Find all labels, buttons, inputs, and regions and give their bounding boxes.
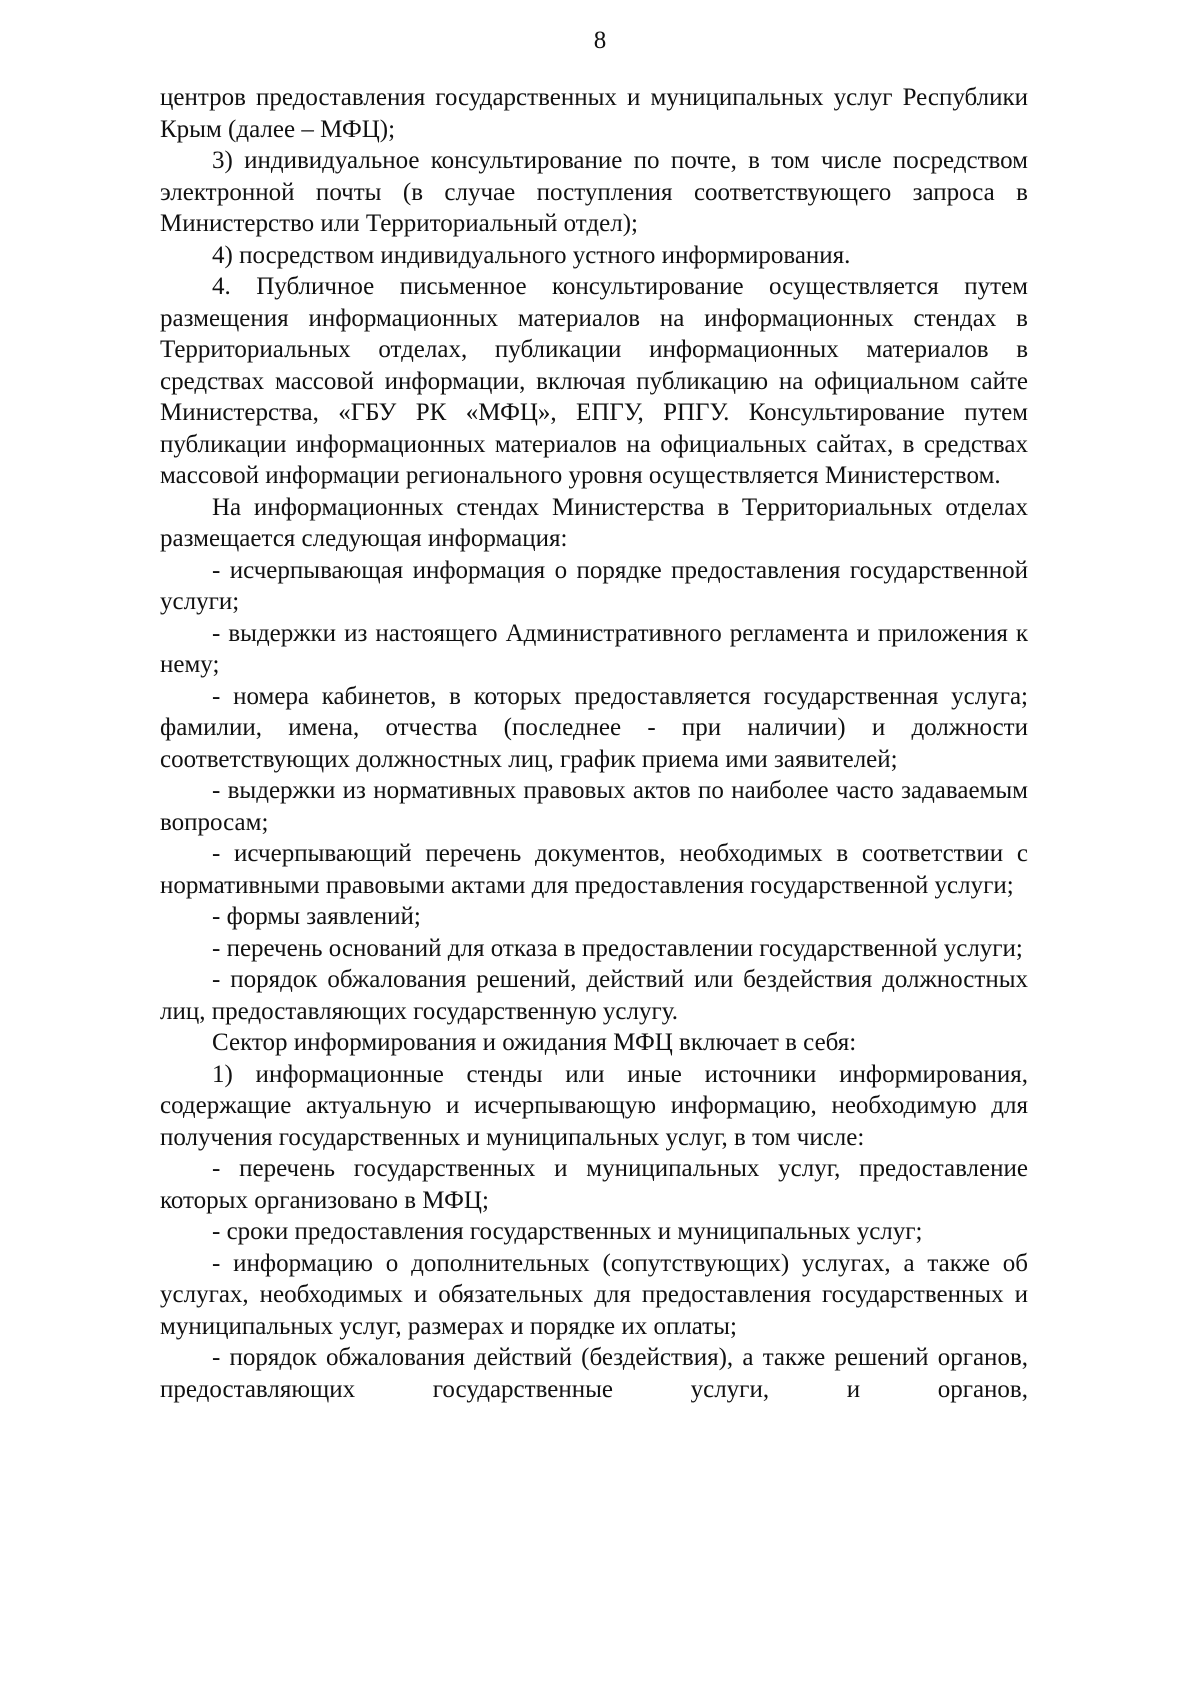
list-item-additional-services: - информацию о дополнительных (сопутствующих) услугах, а также об услугах, необходимых и обязательных для предоставления государственных и муниципальных услуг, размерах и порядке их оплаты; (160, 1249, 1028, 1340)
list-item-services-list: - перечень государственных и муниципальных услуг, предоставление которых организовано в МФЦ; (160, 1155, 1028, 1214)
paragraph-info-stands-mfc: 1) информационные стенды или иные источники информирования, содержащие актуальную и исчерпывающую информацию, необходимую для получения государственных и муниципальных услуг, в том числе: (160, 1060, 1028, 1151)
list-item-refusal-grounds: - перечень оснований для отказа в предоставлении государственной услуги; (212, 934, 1023, 962)
list-item-office-numbers: - номера кабинетов, в которых предоставляется государственная услуга; фамилии, имена, отчества (последнее - при наличии) и должности соответствующих должностных лиц, график приема ими заявителей; (160, 682, 1028, 773)
paragraph-oral-informing: 4) посредством индивидуального устного информирования. (212, 241, 851, 269)
list-item-appeal-actions: - порядок обжалования действий (бездействия), а также решений органов, предоставляющих государственные услуги, и органов, (160, 1344, 1028, 1403)
paragraph-individual-mail-consulting: 3) индивидуальное консультирование по почте, в том числе посредством электронной почты (в случае поступления соответствующего запроса в Министерство или Территориальный отдел); (160, 147, 1028, 237)
paragraph-mfc-sector-intro: Сектор информирования и ожидания МФЦ включает в себя: (212, 1029, 857, 1056)
page-number: 8 (593, 27, 607, 54)
paragraph-continuation-mfc: центров предоставления государственных и муниципальных услуг Республики Крым (далее – МФЦ); (160, 84, 1028, 143)
list-item-appeal-procedure: - порядок обжалования решений, действий или бездействия должностных лиц, предоставляющих государственную услугу. (160, 966, 1028, 1025)
list-item-regulation-extracts: - выдержки из настоящего Административного регламента и приложения к нему; (160, 619, 1028, 678)
list-item-exhaustive-info: - исчерпывающая информация о порядке предоставления государственной услуги; (160, 556, 1028, 615)
list-item-service-terms: - сроки предоставления государственных и муниципальных услуг; (212, 1218, 923, 1245)
paragraph-info-stands-intro: На информационных стендах Министерства в Территориальных отделах размещается следующая информация: (160, 493, 1028, 552)
list-item-legal-extracts: - выдержки из нормативных правовых актов по наиболее часто задаваемым вопросам; (160, 777, 1028, 836)
list-item-document-list: - исчерпывающий перечень документов, необходимых в соответствии с нормативными правовыми актами для предоставления государственной услуги; (160, 840, 1028, 899)
document-body (160, 82, 1028, 1405)
list-item-application-forms: - формы заявлений; (212, 903, 421, 930)
paragraph-public-written-consulting: 4. Публичное письменное консультирование осуществляется путем размещения информационных материалов на информационных стендах в Территориальных отделах, публикации информационных материалов в средствах массовой информации, включая публикацию на официальном сайте Министерства, «ГБУ РК «МФЦ», ЕПГУ, РПГУ. Консультирование путем публикации информационных материалов на официальных сайтах, в средствах массовой информации регионального уровня осуществляется Министерством. (160, 273, 1028, 489)
